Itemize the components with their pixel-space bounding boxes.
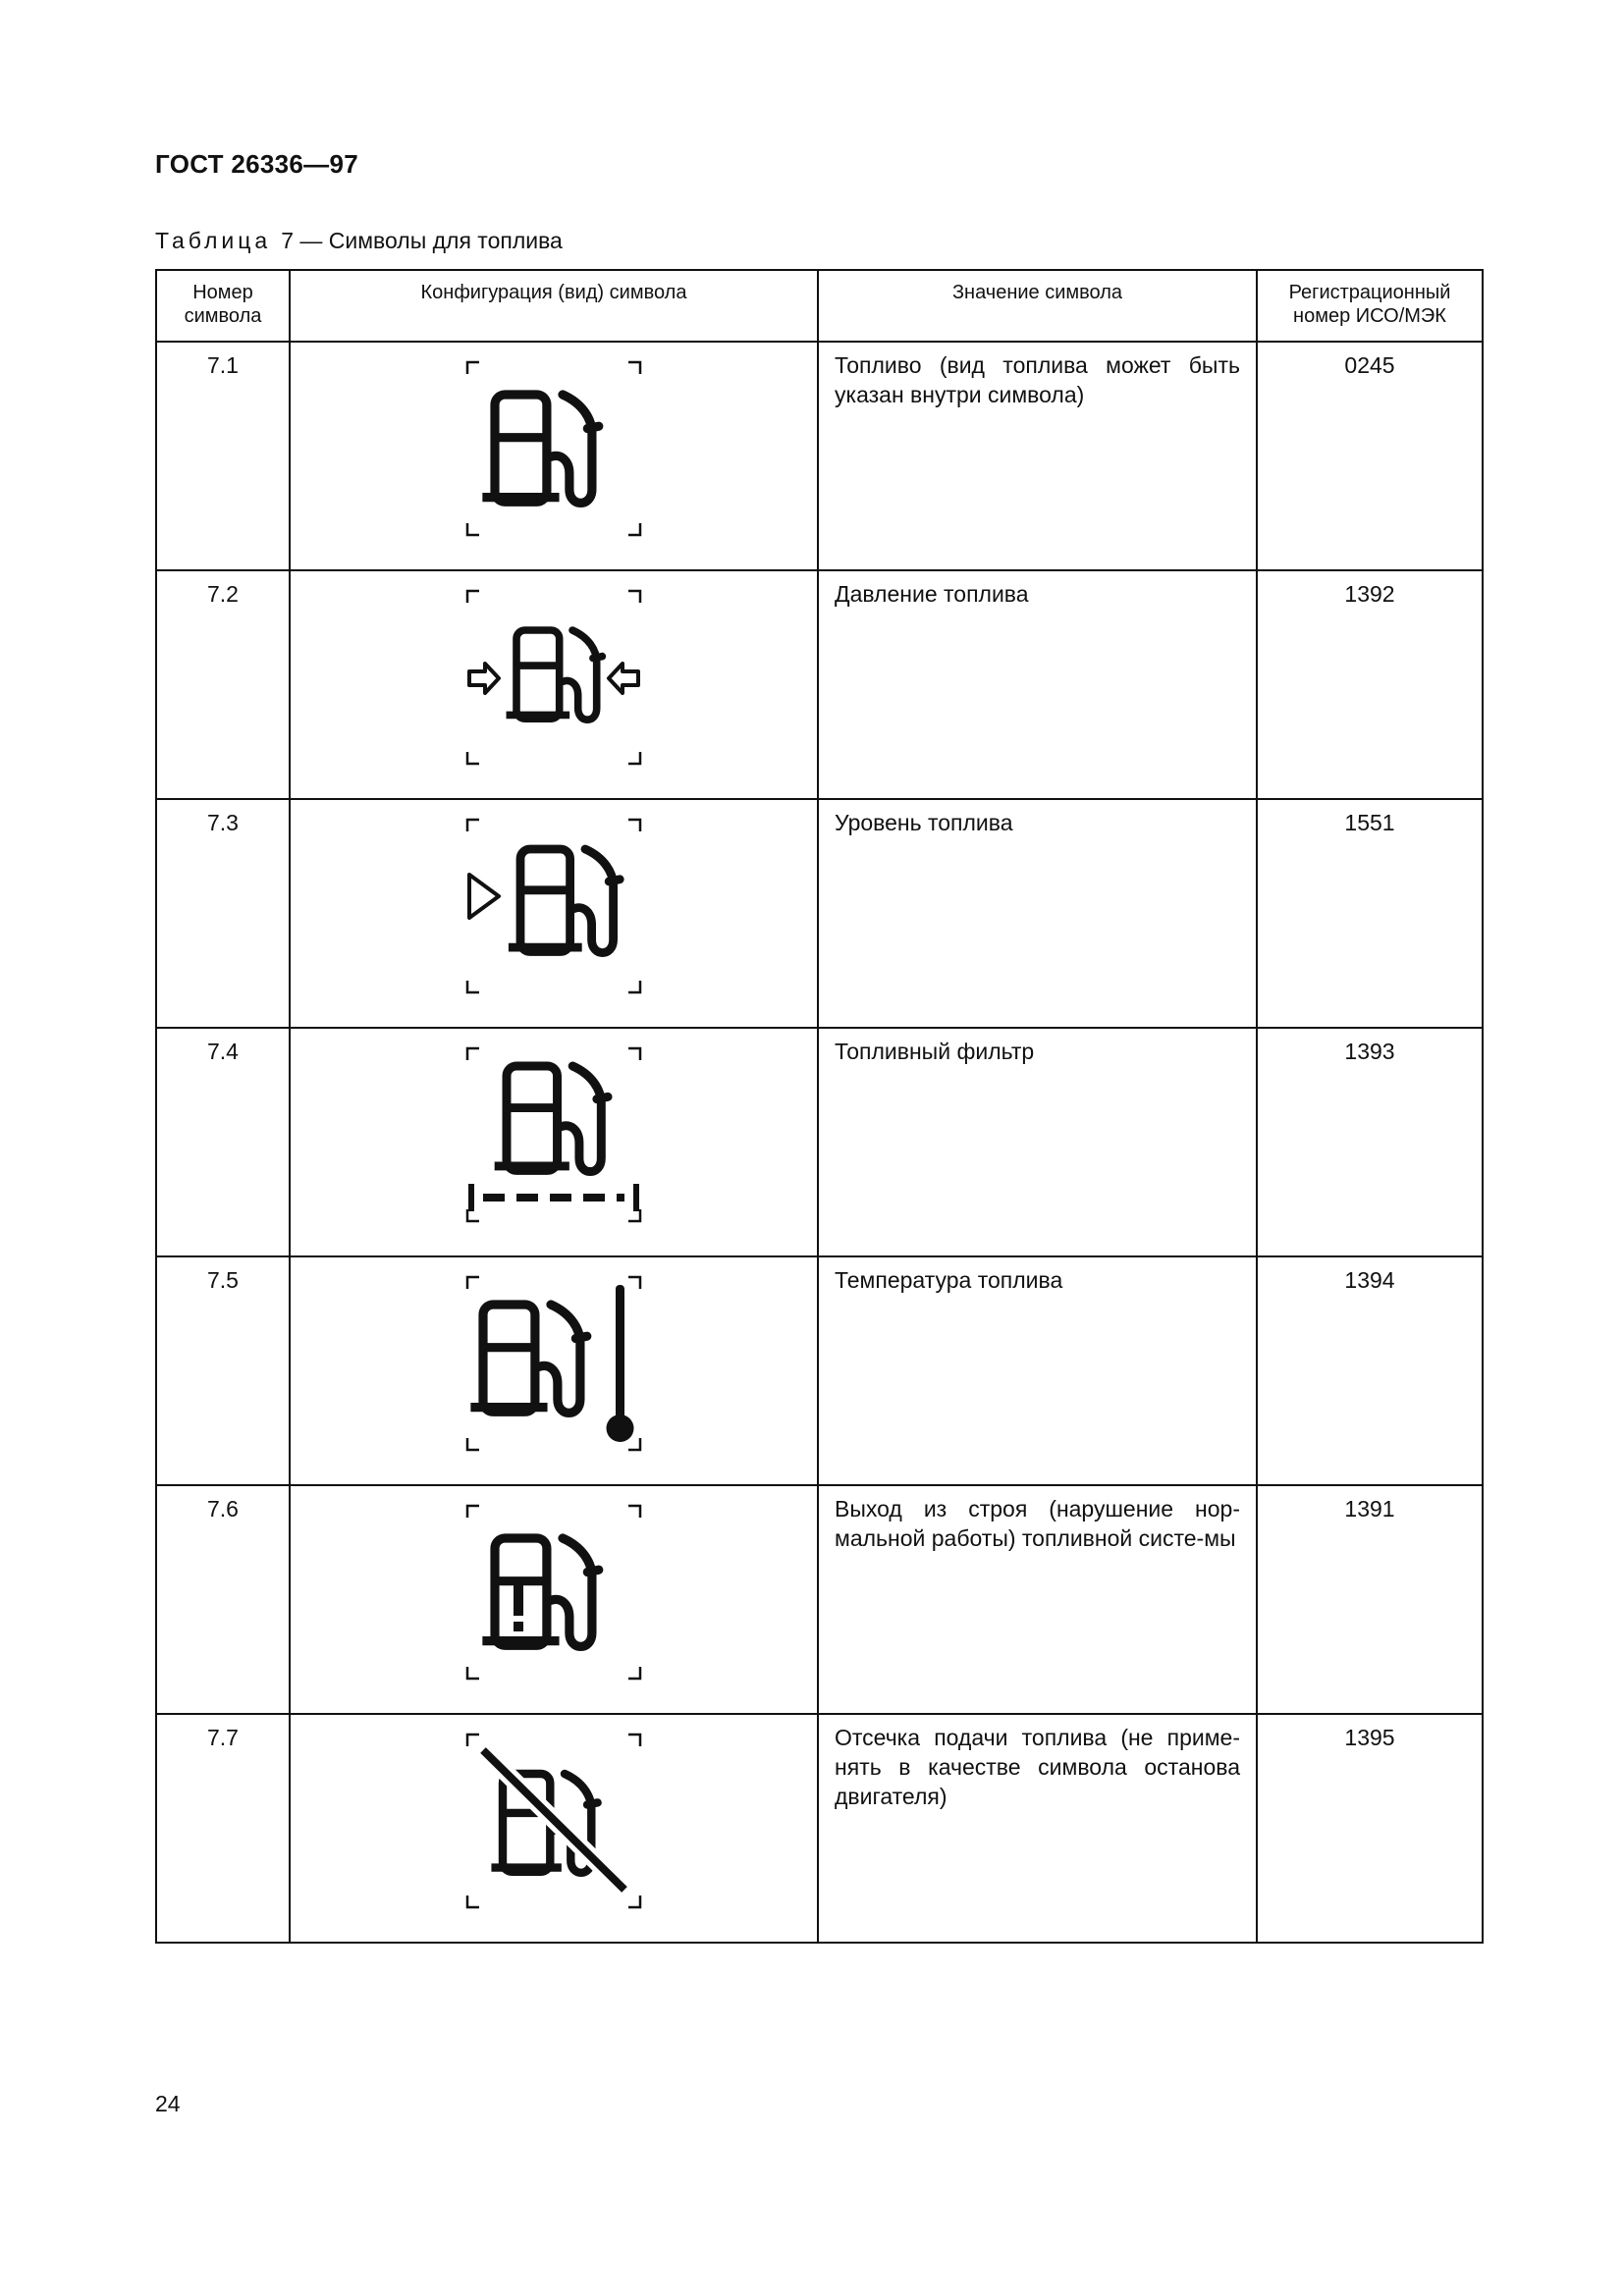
table-row — [156, 799, 1483, 1028]
table-caption — [155, 228, 563, 254]
symbol-number: 7.6 — [156, 1485, 290, 1714]
table-row — [156, 570, 1483, 799]
symbol-meaning: Топливный фильтр — [818, 1028, 1257, 1256]
table-row — [156, 1714, 1483, 1943]
symbol-meaning: Температура топлива — [818, 1256, 1257, 1485]
header-registration: Регистрационный номер ИСО/МЭК — [1257, 270, 1483, 342]
fuel-symbols-table — [155, 269, 1484, 1944]
fuel-cutoff-icon — [456, 1723, 652, 1919]
fuel-pump-icon — [456, 350, 652, 547]
symbol-meaning: Давление топлива — [818, 570, 1257, 799]
table-row — [156, 342, 1483, 570]
header-configuration: Конфигурация (вид) символа — [290, 270, 818, 342]
registration-number: 0245 — [1257, 342, 1483, 570]
symbol-number: 7.1 — [156, 342, 290, 570]
registration-number: 1393 — [1257, 1028, 1483, 1256]
header-meaning: Значение символа — [818, 270, 1257, 342]
symbol-number: 7.5 — [156, 1256, 290, 1485]
symbol-meaning: Выход из строя (нарушение нор-мальной работы) топливной систе-мы — [818, 1485, 1257, 1714]
page-number: 24 — [155, 2091, 181, 2116]
symbol-meaning: Отсечка подачи топлива (не приме-нять в качестве символа останова двигателя) — [818, 1714, 1257, 1943]
registration-number: 1395 — [1257, 1714, 1483, 1943]
fuel-filter-icon — [456, 1037, 652, 1233]
fuel-system-failure-icon — [456, 1494, 652, 1690]
symbol-number: 7.2 — [156, 570, 290, 799]
fuel-temperature-icon — [456, 1265, 652, 1462]
registration-number: 1392 — [1257, 570, 1483, 799]
symbol-meaning: Уровень топлива — [818, 799, 1257, 1028]
document-header: ГОСТ 26336—97 — [155, 149, 358, 179]
registration-number: 1391 — [1257, 1485, 1483, 1714]
registration-number: 1394 — [1257, 1256, 1483, 1485]
symbol-number: 7.3 — [156, 799, 290, 1028]
table-header-row — [156, 270, 1483, 342]
registration-number: 1551 — [1257, 799, 1483, 1028]
table-row — [156, 1256, 1483, 1485]
fuel-level-icon — [456, 808, 652, 1004]
table-row — [156, 1028, 1483, 1256]
symbol-number: 7.4 — [156, 1028, 290, 1256]
table-row — [156, 1485, 1483, 1714]
table-caption-label: Таблица — [155, 228, 272, 253]
symbol-meaning: Топливо (вид топлива может быть указан внутри символа) — [818, 342, 1257, 570]
table-caption-title: 7 — Символы для топлива — [281, 228, 563, 253]
fuel-pressure-icon — [456, 579, 652, 775]
symbol-number: 7.7 — [156, 1714, 290, 1943]
header-number: Номер символа — [156, 270, 290, 342]
